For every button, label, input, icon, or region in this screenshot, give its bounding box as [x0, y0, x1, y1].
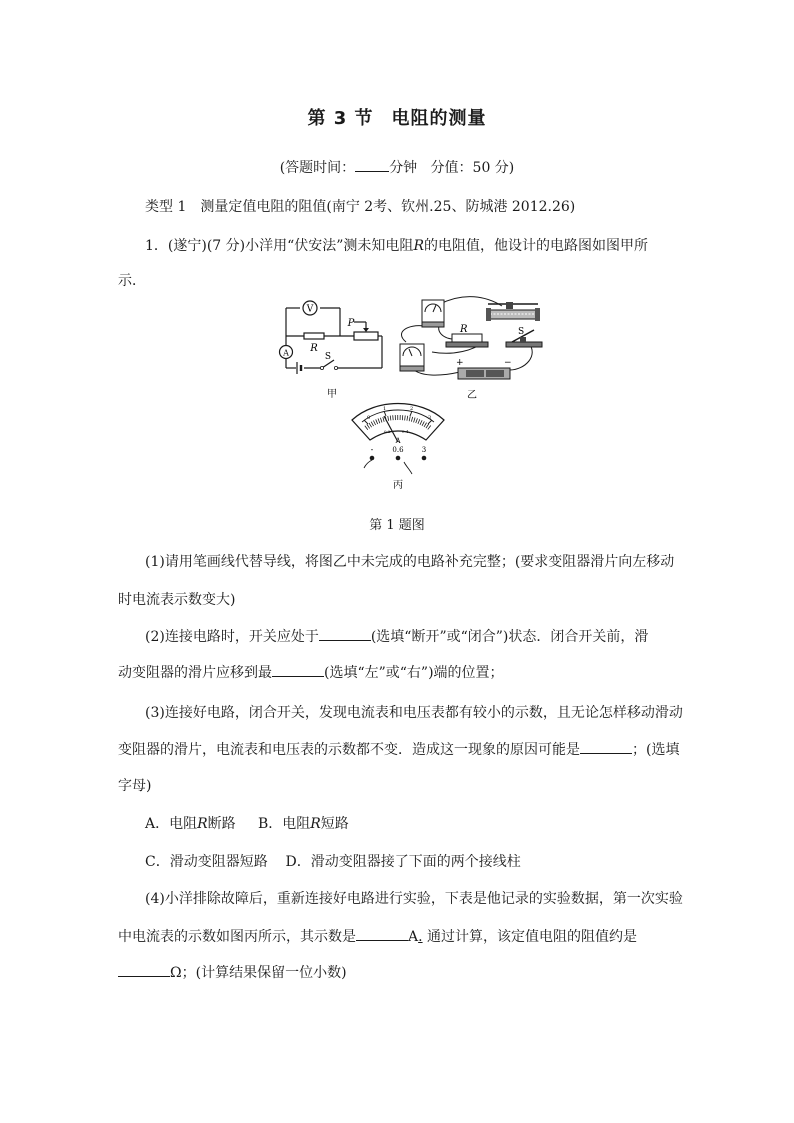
terminal-minus: -	[370, 445, 374, 454]
part-1-text-b: 时电流表示数变大)	[118, 592, 236, 608]
voltmeter-label: V	[306, 304, 314, 315]
part-3-line-b	[118, 739, 679, 759]
options-row-2	[145, 851, 521, 871]
current-reading-blank[interactable]	[356, 926, 408, 941]
battery-pack	[458, 368, 510, 379]
scale-1: 1	[383, 406, 387, 412]
part-4-text-b2: 通过计算，该定值电阻的阻值约是	[427, 929, 638, 945]
part-3-text-c: 字母)	[118, 778, 152, 794]
part-2-text-a2: (选填“断开”或“闭合”)状态．闭合开关前，滑	[370, 629, 649, 645]
part-2-text-b1: 动变阻器的滑片应移到最	[118, 665, 272, 681]
part-3-text-b1: 变阻器的滑片，电流表和电压表的示数都不变．造成这一现象的原因可能是	[118, 742, 580, 758]
terminal-3: 3	[421, 446, 427, 454]
scale-0-2: 0.2	[384, 429, 391, 434]
slider-arrow-icon	[363, 328, 369, 332]
part-2-line-a	[145, 626, 648, 646]
dial-unit-a: A	[395, 437, 401, 445]
scale-0: 0	[367, 415, 371, 421]
scale-2: 2	[410, 406, 414, 412]
jia-p-label: P	[347, 318, 355, 329]
time-answer-blank[interactable]	[355, 157, 389, 172]
q1-text-b: 的电阻值，他设计的电路图如图甲所	[423, 238, 648, 254]
resistor-r-jia	[304, 333, 324, 339]
battery-plus-label: +	[456, 358, 464, 368]
yi-figure-label: 乙	[467, 390, 477, 401]
option-c: C．滑动变阻器短路	[145, 854, 268, 870]
resistance-blank[interactable]	[118, 962, 170, 977]
q1-text-a: 1．(遂宁)(7 分)小洋用“伏安法”测未知电阻	[145, 238, 414, 254]
time-unit: 分钟	[389, 160, 418, 176]
yi-r-label: R	[460, 324, 468, 335]
question-1-intro	[145, 235, 648, 255]
ammeter-label: A	[283, 348, 289, 358]
cause-answer-blank[interactable]	[580, 739, 632, 754]
section-name: 电阻的测量	[391, 108, 487, 129]
figure-yi-physical-setup	[394, 290, 548, 402]
battery-minus-label: −	[504, 358, 512, 368]
jia-figure-label: 甲	[327, 389, 337, 400]
switch-state-blank[interactable]	[319, 626, 371, 641]
options-row-1	[145, 813, 349, 833]
q1-var-r: R	[413, 238, 424, 254]
jia-s-label: S	[324, 352, 332, 362]
q1-text-c: 示．	[118, 273, 146, 289]
part-4-text-a: (4)小洋排除故障后，重新连接好电路进行实验，下表是他记录的实验数据，第一次实验	[145, 891, 683, 907]
option-a-prefix: A．电阻	[145, 816, 198, 832]
part-4-line-c	[118, 962, 347, 982]
figure-bing-ammeter-dial	[346, 398, 450, 494]
current-unit: A	[408, 929, 419, 945]
option-b-suffix: 短路	[320, 816, 349, 832]
option-b	[258, 816, 349, 832]
terminal-0-6: 0.6	[392, 446, 404, 454]
scale-3: 3	[428, 415, 432, 421]
part-4-line-b	[118, 926, 637, 946]
page-title	[0, 104, 794, 130]
battery-icon	[297, 362, 301, 374]
part-2-text-a1: (2)连接电路时，开关应处于	[145, 629, 319, 645]
resistor-r-device	[446, 334, 488, 347]
period-mark: .	[418, 929, 423, 945]
scale-0-4: 0.4	[402, 429, 409, 434]
part-2-line-b	[118, 662, 504, 682]
slider-end-blank[interactable]	[272, 662, 324, 677]
part-2-text-b2: (选填“左”或“右”)端的位置；	[324, 665, 504, 681]
bing-figure-label: 丙	[393, 480, 403, 491]
figure-caption: 第 1 题图	[369, 518, 425, 533]
part-4-text-c1: Ω；(计算结果保留一位小数)	[170, 965, 347, 981]
option-a-suffix: 断路	[207, 816, 236, 832]
yi-s-label: S	[518, 327, 525, 337]
time-label: (答题时间：	[279, 160, 356, 176]
part-4-text-b1: 中电流表的示数如图丙所示，其示数是	[118, 929, 356, 945]
voltmeter-device	[422, 300, 444, 327]
figure-jia-circuit-diagram	[274, 296, 386, 402]
section-number: 第 3 节	[307, 108, 374, 129]
rheostat-device	[486, 302, 540, 321]
score-label: 分值：50 分)	[430, 160, 515, 176]
exam-meta	[0, 157, 794, 177]
option-d: D．滑动变阻器接了下面的两个接线柱	[285, 854, 521, 870]
option-b-prefix: B．电阻	[257, 816, 311, 832]
ammeter-device	[400, 344, 424, 371]
option-a	[145, 816, 236, 832]
part-3-text-b2: ；(选填	[632, 742, 680, 758]
type-heading: 类型 1 测量定值电阻的阻值(南宁 2考、钦州.25、防城港 2012.26)	[145, 199, 576, 215]
part-3-text-a: (3)连接好电路，闭合开关，发现电流表和电压表都有较小的示数，且无论怎样移动滑动	[145, 705, 683, 721]
option-a-var: R	[197, 816, 208, 832]
jia-r-label: R	[310, 343, 318, 354]
option-b-var: R	[310, 816, 321, 832]
part-1-text-a: (1)请用笔画线代替导线，将图乙中未完成的电路补充完整；(要求变阻器滑片向左移动	[145, 554, 675, 570]
